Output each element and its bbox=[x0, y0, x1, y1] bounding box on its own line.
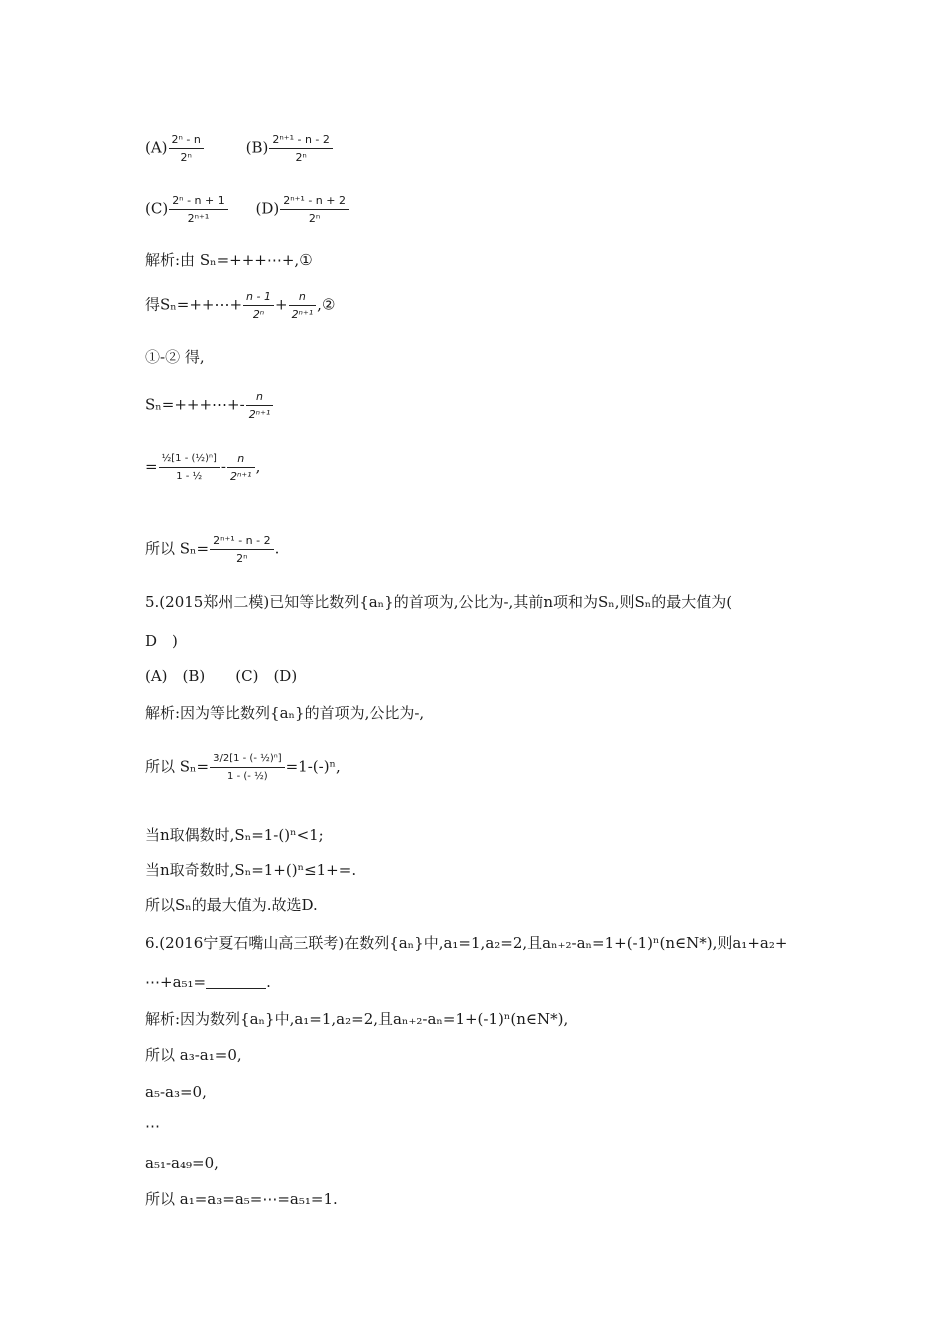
q5-solution-line-2 bbox=[145, 752, 341, 783]
q6-solution-line-2: 所以 a₃-a₁=0, bbox=[145, 1046, 242, 1064]
q4-solution-line-6 bbox=[145, 534, 279, 565]
fraction-numerator: n bbox=[246, 390, 274, 406]
option-a-label: (A) bbox=[145, 138, 168, 157]
option-d-fraction bbox=[280, 194, 349, 225]
option-c bbox=[145, 194, 229, 225]
option-c-fraction bbox=[169, 194, 228, 225]
fraction bbox=[159, 452, 220, 483]
fraction-denominator: 2ⁿ bbox=[252, 308, 265, 321]
text: ⋯+a₅₁= bbox=[145, 973, 207, 991]
fraction-numerator: ½[1 - (½)ⁿ] bbox=[159, 452, 220, 468]
option-b bbox=[246, 133, 334, 164]
text: - bbox=[220, 457, 226, 476]
fraction bbox=[210, 534, 274, 565]
fraction-denominator: 1 - (- ½) bbox=[227, 771, 268, 782]
text: = bbox=[145, 457, 158, 476]
option-b-fraction bbox=[269, 133, 333, 164]
option-a-fraction bbox=[169, 133, 204, 164]
q4-solution-line-1: 解析:由 Sₙ=+++⋯+,① bbox=[145, 251, 313, 269]
fraction-numerator: n bbox=[227, 452, 255, 468]
fraction-numerator: 2ⁿ⁺¹ - n - 2 bbox=[269, 133, 333, 149]
option-d-label: (D) bbox=[255, 199, 280, 218]
text: =1-(-)ⁿ, bbox=[285, 757, 341, 776]
fraction bbox=[289, 290, 317, 321]
text: 所以 Sₙ= bbox=[145, 539, 210, 558]
q6-stem-line-2 bbox=[145, 972, 271, 992]
option-d bbox=[256, 194, 350, 225]
q5-answer: D ) bbox=[145, 632, 178, 650]
option-b-label: (B) bbox=[245, 138, 269, 157]
fraction bbox=[243, 290, 274, 321]
fraction-numerator: 2ⁿ⁺¹ - n - 2 bbox=[210, 534, 274, 550]
fraction-denominator: 2ⁿ bbox=[295, 151, 307, 164]
fraction-denominator: 2ⁿ bbox=[180, 151, 192, 164]
text: ,② bbox=[317, 295, 336, 314]
q6-solution-line-6: 所以 a₁=a₃=a₅=⋯=a₅₁=1. bbox=[145, 1190, 338, 1208]
q6-solution-line-3: a₅-a₃=0, bbox=[145, 1083, 207, 1101]
fraction bbox=[246, 390, 274, 421]
fraction-denominator: 2ⁿ bbox=[308, 212, 321, 225]
q4-solution-line-4 bbox=[145, 390, 274, 421]
text: . bbox=[274, 539, 280, 558]
q4-solution-line-5 bbox=[145, 452, 260, 483]
q5-solution-line-4: 当n取奇数时,Sₙ=1+()ⁿ≤1+=. bbox=[145, 861, 357, 879]
fraction-numerator: n - 1 bbox=[243, 290, 274, 306]
q6-solution-line-1: 解析:因为数列{aₙ}中,a₁=1,a₂=2,且aₙ₊₂-aₙ=1+(-1)ⁿ(n∈N*), bbox=[145, 1010, 569, 1028]
answer-blank[interactable] bbox=[206, 974, 266, 989]
fraction-numerator: 2ⁿ - n + 1 bbox=[169, 194, 228, 210]
text: 所以 Sₙ= bbox=[145, 757, 210, 776]
q4-solution-line-3: ①-② 得, bbox=[145, 348, 205, 366]
fraction-numerator: n bbox=[289, 290, 317, 306]
q6-stem: 6.(2016宁夏石嘴山高三联考)在数列{aₙ}中,a₁=1,a₂=2,且aₙ₊₂-aₙ=1+(-1)ⁿ(n∈N*),则a₁+a₂+ bbox=[145, 934, 788, 952]
q5-solution-line-5: 所以Sₙ的最大值为.故选D. bbox=[145, 896, 318, 914]
q6-solution-line-4: ⋯ bbox=[145, 1117, 160, 1135]
fraction-denominator: 1 - ½ bbox=[176, 471, 203, 482]
q5-options: (A) (B) (C) (D) bbox=[145, 667, 298, 685]
fraction-denominator: 2ⁿ⁺¹ bbox=[248, 408, 271, 421]
fraction-denominator: 2ⁿ bbox=[236, 552, 248, 565]
fraction-numerator: 2ⁿ⁺¹ - n + 2 bbox=[280, 194, 349, 210]
option-c-label: (C) bbox=[145, 199, 169, 218]
q6-solution-line-5: a₅₁-a₄₉=0, bbox=[145, 1154, 219, 1172]
text: , bbox=[255, 457, 261, 476]
q5-stem: 5.(2015郑州二模)已知等比数列{aₙ}的首项为,公比为-,其前n项和为Sₙ,则Sₙ的最大值为( bbox=[145, 593, 733, 611]
q5-solution-line-1: 解析:因为等比数列{aₙ}的首项为,公比为-, bbox=[145, 704, 425, 722]
q4-solution-line-2 bbox=[145, 290, 335, 321]
text: . bbox=[266, 973, 271, 991]
option-a bbox=[145, 133, 205, 164]
text: + bbox=[274, 295, 288, 314]
fraction bbox=[210, 752, 285, 783]
text: 得Sₙ=++⋯+ bbox=[145, 295, 243, 314]
option-row-cd bbox=[145, 194, 350, 225]
fraction-denominator: 2ⁿ⁺¹ bbox=[187, 212, 210, 225]
fraction-denominator: 2ⁿ⁺¹ bbox=[229, 470, 252, 483]
fraction-numerator: 2ⁿ - n bbox=[169, 133, 204, 149]
fraction-denominator: 2ⁿ⁺¹ bbox=[291, 308, 314, 321]
q5-solution-line-3: 当n取偶数时,Sₙ=1-()ⁿ<1; bbox=[145, 826, 324, 844]
fraction-numerator: 3/2[1 - (- ½)ⁿ] bbox=[210, 752, 285, 768]
text: Sₙ=+++⋯+- bbox=[145, 395, 245, 414]
fraction bbox=[227, 452, 255, 483]
option-row-ab bbox=[145, 133, 334, 164]
